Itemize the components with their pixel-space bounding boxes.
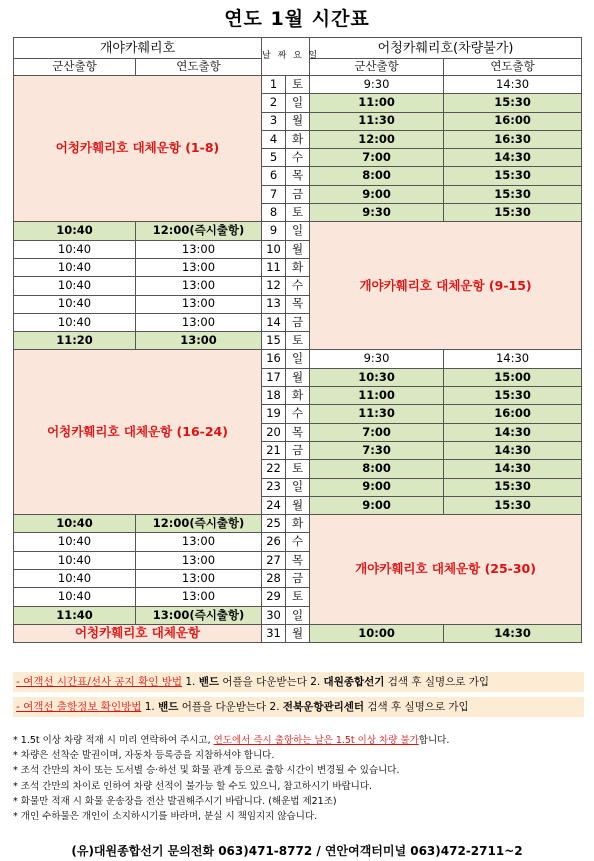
right-yeondo-time: 15:30 [444,204,582,222]
date-cell: 16 [262,350,286,368]
left-gunsan-header: 군산출항 [14,59,136,76]
right-gunsan-time: 7:30 [310,441,444,459]
notice-2-lead: - 여객선 출항정보 확인방법 [16,701,142,713]
date-cell: 7 [262,185,286,203]
right-yeondo-time: 15:00 [444,368,582,386]
right-route-header: 어청카훼리호(차량불가) [310,38,582,59]
table-row [14,624,582,642]
right-gunsan-time: 9:30 [310,76,444,94]
right-gunsan-time: 11:30 [310,405,444,423]
date-cell: 5 [262,149,286,167]
date-cell: 23 [262,478,286,496]
weekday-cell: 일 [286,606,310,624]
date-cell: 12 [262,277,286,295]
right-yeondo-time: 14:30 [444,624,582,642]
right-yeondo-time: 14:30 [444,149,582,167]
weekday-cell: 화 [286,515,310,533]
date-cell: 10 [262,240,286,258]
left-yeondo-time: 13:00 [136,313,262,331]
right-gunsan-time: 9:00 [310,478,444,496]
date-cell: 13 [262,295,286,313]
note-4: * 조석 간만의 차이로 인하여 차량 선적이 불가능 할 수도 있으니, 참고하시기 바랍니다. [13,780,373,792]
right-yeondo-time: 15:30 [444,387,582,405]
right-gunsan-time: 8:00 [310,460,444,478]
date-cell: 6 [262,167,286,185]
weekday-cell: 토 [286,588,310,606]
table-row [14,76,582,94]
date-cell: 11 [262,258,286,276]
right-gunsan-time: 9:00 [310,496,444,514]
notice-line-1 [13,672,584,692]
weekday-cell: 금 [286,441,310,459]
weekday-cell: 화 [286,258,310,276]
note-2: * 차량은 선착순 발권이며, 자동차 등록증을 지참하셔야 합니다. [13,750,275,762]
date-cell: 22 [262,460,286,478]
weekday-cell: 화 [286,130,310,148]
left-gunsan-time: 10:40 [14,588,136,606]
schedule-body [14,76,582,643]
right-substitute-notice: 개야카훼리호 대체운항 (9-15) [310,222,582,350]
right-gunsan-time: 11:30 [310,112,444,130]
weekday-cell: 수 [286,533,310,551]
weekday-cell: 월 [286,624,310,642]
note-6: * 개인 수하물은 개인이 소지하시기를 바라며, 분실 시 책임지지 않습니다. [13,811,318,823]
date-cell: 8 [262,204,286,222]
date-cell: 15 [262,332,286,350]
left-yeondo-time: 12:00(즉시출항) [136,222,262,240]
table-row [14,350,582,368]
left-gunsan-time: 10:40 [14,222,136,240]
weekday-cell: 월 [286,496,310,514]
left-gunsan-time: 10:40 [14,277,136,295]
weekday-cell: 토 [286,460,310,478]
date-cell: 1 [262,76,286,94]
left-gunsan-time: 10:40 [14,258,136,276]
note-1 [13,733,583,748]
right-yeondo-time: 14:30 [444,460,582,478]
right-gunsan-header: 군산출항 [310,59,444,76]
left-yeondo-time: 13:00 [136,332,262,350]
date-cell: 26 [262,533,286,551]
weekday-cell: 토 [286,204,310,222]
notice-1-text: 검색 후 실명으로 가입 [384,676,490,688]
table-row [14,222,582,240]
date-cell: 18 [262,387,286,405]
notice-2-text: 검색 후 실명으로 가입 [364,701,469,713]
weekday-cell: 일 [286,478,310,496]
left-gunsan-time: 10:40 [14,533,136,551]
weekday-cell: 일 [286,350,310,368]
right-gunsan-time: 11:00 [310,94,444,112]
right-gunsan-time: 9:30 [310,350,444,368]
date-cell: 30 [262,606,286,624]
date-cell: 20 [262,423,286,441]
left-gunsan-time: 10:40 [14,515,136,533]
weekday-cell: 월 [286,368,310,386]
notice-2-text: 어플을 다운받는다 2. [178,701,283,713]
notice-1-text: 1. [182,676,199,688]
right-yeondo-time: 16:00 [444,405,582,423]
notice-1-band: 밴드 [198,676,220,688]
left-gunsan-time: 10:40 [14,313,136,331]
right-yeondo-time: 14:30 [444,76,582,94]
date-cell: 29 [262,588,286,606]
note-3: * 조석 간만의 차이 또는 도서별 승·하선 및 화물 관계 등으로 출항 시간이 변경될 수 있습니다. [13,765,400,777]
date-cell: 28 [262,570,286,588]
weekday-cell: 목 [286,551,310,569]
left-yeondo-time: 13:00 [136,533,262,551]
notice-line-2 [13,697,584,717]
right-yeondo-time: 16:30 [444,130,582,148]
date-cell: 14 [262,313,286,331]
right-gunsan-time: 9:00 [310,185,444,203]
weekday-cell: 화 [286,387,310,405]
left-yeondo-time: 13:00 [136,295,262,313]
right-gunsan-time: 7:00 [310,149,444,167]
left-yeondo-time: 13:00 [136,277,262,295]
note-1-highlight: 연도에서 즉시 출항하는 날은 1.5t 이상 차량 불가 [213,735,419,746]
right-yeondo-time: 15:30 [444,478,582,496]
schedule-table [13,37,582,643]
notice-2-band: 밴드 [158,701,179,713]
left-yeondo-time: 13:00(즉시출항) [136,606,262,624]
left-yeondo-time: 13:00 [136,258,262,276]
notice-1-text: 어플을 다운받는다 2. [219,676,324,688]
weekday-cell: 수 [286,149,310,167]
notice-1-lead: - 여객선 시간표/선사 공지 확인 방법 [16,676,183,688]
date-cell: 19 [262,405,286,423]
weekday-cell: 수 [286,405,310,423]
left-gunsan-time: 11:20 [14,332,136,350]
left-gunsan-time: 10:40 [14,240,136,258]
weekday-cell: 월 [286,112,310,130]
date-cell: 4 [262,130,286,148]
table-row [14,515,582,533]
date-cell: 24 [262,496,286,514]
weekday-cell: 금 [286,185,310,203]
weekday-cell: 일 [286,94,310,112]
weekday-cell: 목 [286,295,310,313]
weekday-cell: 목 [286,167,310,185]
right-yeondo-time: 15:30 [444,94,582,112]
date-cell: 27 [262,551,286,569]
left-yeondo-time: 13:00 [136,240,262,258]
right-yeondo-time: 14:30 [444,441,582,459]
date-cell: 2 [262,94,286,112]
weekday-cell: 수 [286,277,310,295]
note-5: * 화물만 적재 시 화물 운송장을 전산 발권해주시기 바랍니다. (해운법 제21조) [13,795,337,807]
weekday-cell: 금 [286,570,310,588]
left-yeondo-time: 13:00 [136,551,262,569]
right-yeondo-time: 15:30 [444,167,582,185]
left-yeondo-header: 연도출항 [136,59,262,76]
right-gunsan-time: 11:00 [310,387,444,405]
weekday-cell: 토 [286,76,310,94]
notice-2-text: 1. [141,701,159,713]
right-yeondo-time: 14:30 [444,423,582,441]
right-yeondo-time: 15:30 [444,185,582,203]
right-gunsan-time: 12:00 [310,130,444,148]
left-yeondo-time: 12:00(즉시출항) [136,515,262,533]
notice-2-keyword: 전북운항관리센터 [282,701,365,713]
left-substitute-notice: 어청카훼리호 대체운항 (1-8) [14,76,262,222]
weekday-cell: 월 [286,240,310,258]
date-cell: 21 [262,441,286,459]
note-1-c: 합니다. [418,735,450,746]
left-gunsan-time: 10:40 [14,570,136,588]
weekday-cell: 금 [286,313,310,331]
left-yeondo-time: 13:00 [136,588,262,606]
right-gunsan-time: 8:00 [310,167,444,185]
weekday-cell: 일 [286,222,310,240]
left-gunsan-time: 11:40 [14,606,136,624]
left-gunsan-time: 10:40 [14,551,136,569]
right-gunsan-time: 10:30 [310,368,444,386]
page-title: 연도 1월 시간표 [224,8,370,30]
date-cell: 9 [262,222,286,240]
notes [13,733,583,824]
right-gunsan-time: 10:00 [310,624,444,642]
right-yeondo-time: 15:30 [444,496,582,514]
right-yeondo-time: 14:30 [444,350,582,368]
date-cell: 3 [262,112,286,130]
left-substitute-notice: 어청카훼리호 대체운항 [14,624,262,642]
weekday-cell: 목 [286,423,310,441]
right-yeondo-time: 16:00 [444,112,582,130]
right-gunsan-time: 7:00 [310,423,444,441]
date-cell: 17 [262,368,286,386]
left-substitute-notice: 어청카훼리호 대체운항 (16-24) [14,350,262,515]
note-1-a: * 1.5t 이상 차량 적재 시 미리 연락하여 주시고, [13,735,214,746]
left-route-header: 개야카훼리호 [14,38,262,59]
notice-1-keyword: 대원종합선기 [323,676,385,688]
weekday-cell: 토 [286,332,310,350]
left-yeondo-time: 13:00 [136,570,262,588]
right-yeondo-header: 연도출항 [444,59,582,76]
date-weekday-header: 날 짜 요 일 [262,38,310,76]
date-cell: 31 [262,624,286,642]
date-cell: 25 [262,515,286,533]
right-gunsan-time: 9:30 [310,204,444,222]
footer-contact: (유)대원종합선기 문의전화 063)471-8772 / 연안여객터미널 063)472-2711~2 [71,844,523,858]
left-gunsan-time: 10:40 [14,295,136,313]
right-substitute-notice: 개야카훼리호 대체운항 (25-30) [310,515,582,625]
